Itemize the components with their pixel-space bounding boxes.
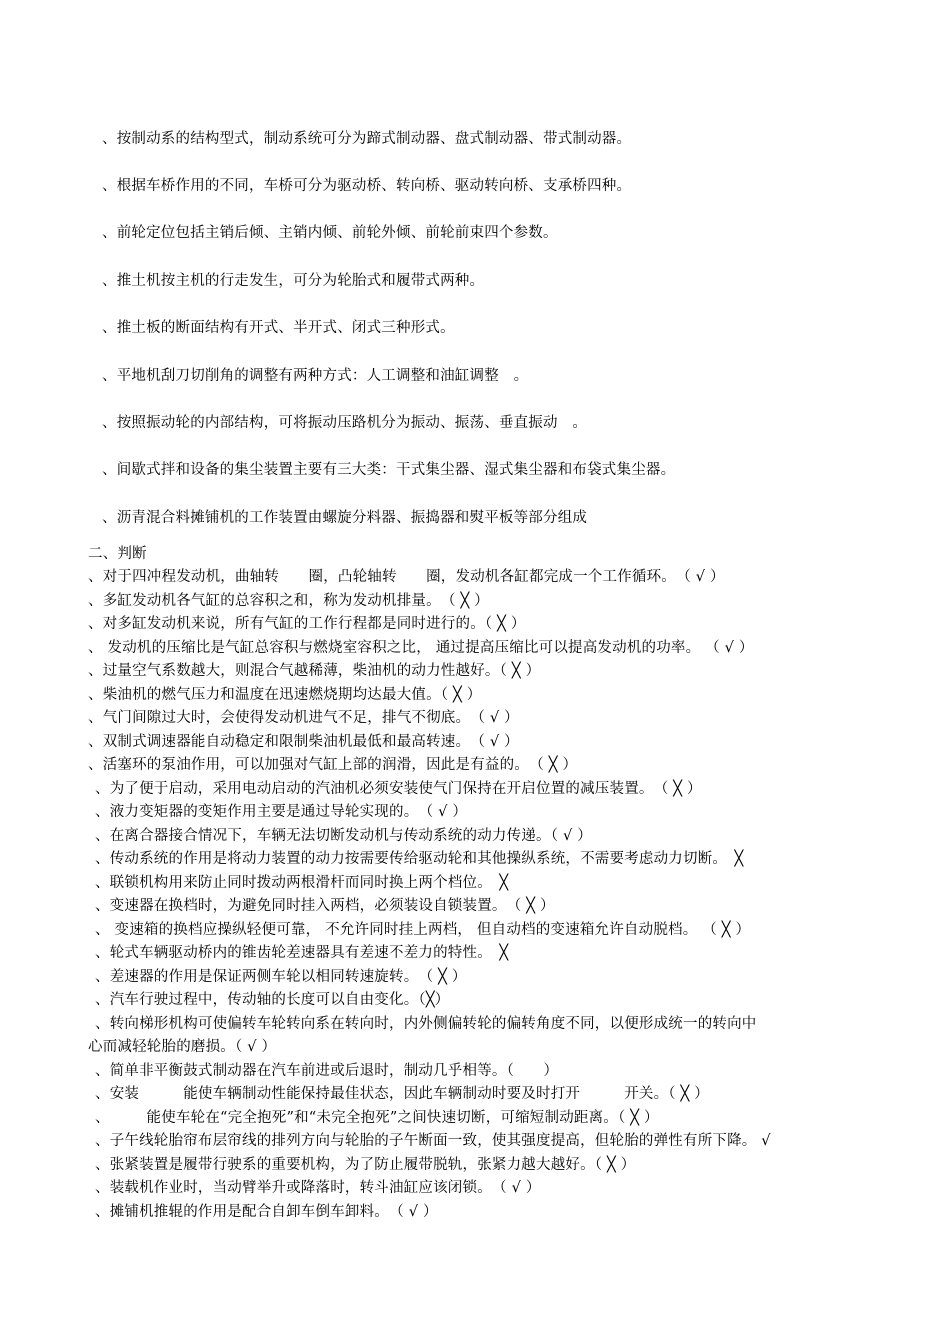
fill-line-3: 、前轮定位包括主销后倾、主销内倾、前轮外倾、前轮前束四个参数。 <box>102 225 558 241</box>
judge-line-10: 、为了便于启动，采用电动启动的汽油机必须安装使气门保持在开启位置的减压装置。 （ ╳ ） <box>95 781 702 797</box>
judge-line-2: 、多缸发动机各气缸的总容积之和，称为发动机排量。 （ ╳ ） <box>88 593 489 609</box>
fill-line-5: 、推土板的断面结构有开式、半开式、闭式三种形式。 <box>102 320 455 336</box>
judge-line-15: 、变速器在换档时，为避免同时挂入两档，必须装设自锁装置。 （ ╳ ） <box>95 898 555 914</box>
judge-line-12: 、在离合器接合情况下，车辆无法切断发动机与传动系统的动力传递。（ √ ） <box>95 828 592 844</box>
fill-line-8: 、间歇式拌和设备的集尘装置主要有三大类：干式集尘器、湿式集尘器和布袋式集尘器。 <box>102 462 676 478</box>
judge-line-13: 、传动系统的作用是将动力装置的动力按需要传给驱动轮和其他操纵系统，不需要考虑动力切断。 ╳ <box>95 851 744 867</box>
judge-line-3: 、对多缸发动机来说，所有气缸的工作行程都是同时进行的。（ ╳ ） <box>88 616 526 632</box>
judge-line-9: 、活塞环的泵油作用，可以加强对气缸上部的润滑，因此是有益的。 （ ╳ ） <box>88 757 578 773</box>
judge-line-24: 、子午线轮胎帘布层帘线的排列方向与轮胎的子午断面一致，使其强度提高，但轮胎的弹性有所下降。 √ <box>95 1133 771 1149</box>
judge-line-22: 、安装 能使车辆制动性能保持最佳状态，因此车辆制动时要及时打开 开关。（ ╳ ） <box>95 1086 709 1102</box>
fill-line-4: 、推土机按主机的行走发生，可分为轮胎式和履带式两种。 <box>102 273 485 289</box>
judge-line-19: 、汽车行驶过程中，传动轴的长度可以自由变化。（╳） <box>95 992 450 1008</box>
judge-line-20: 、转向梯形机构可使偏转车轮转向系在转向时，内外侧偏转轮的偏转角度不同，以便形成统一的转向中 <box>95 1016 757 1032</box>
judge-line-26: 、装载机作业时，当动臂举升或降落时，转斗油缸应该闭锁。 （ √ ） <box>95 1180 541 1196</box>
judge-line-25: 、张紧装置是履带行驶系的重要机构，为了防止履带脱轨，张紧力越大越好。（ ╳ ） <box>95 1157 636 1173</box>
judge-line-20-cont: 心而减轻轮胎的磨损。（ √ ） <box>88 1039 277 1055</box>
judge-line-8: 、双制式调速器能自动稳定和限制柴油机最低和最高转速。 （ √ ） <box>88 734 519 750</box>
judge-line-11: 、液力变矩器的变矩作用主要是通过导轮实现的。 （ √ ） <box>95 804 468 820</box>
judge-line-17: 、轮式车辆驱动桥内的锥齿轮差速器具有差速不差力的特性。 ╳ <box>95 945 509 961</box>
judge-line-7: 、气门间隙过大时，会使得发动机进气不足，排气不彻底。 （ √ ） <box>88 710 519 726</box>
judge-line-18: 、差速器的作用是保证两侧车轮以相同转速旋转。 （ ╳ ） <box>95 969 467 985</box>
fill-line-2: 、根据车桥作用的不同，车桥可分为驱动桥、转向桥、驱动转向桥、支承桥四种。 <box>102 178 632 194</box>
fill-line-1: 、按制动系的结构型式，制动系统可分为蹄式制动器、盘式制动器、带式制动器。 <box>102 131 632 147</box>
section-title: 二、判断 <box>88 546 147 562</box>
judge-line-1: 、对于四冲程发动机，曲轴转 圈，凸轮轴转 圈，发动机各缸都完成一个工作循环。 （ √ ） <box>88 569 725 585</box>
fill-line-7: 、按照振动轮的内部结构，可将振动压路机分为振动、振荡、垂直振动 。 <box>102 415 588 431</box>
judge-line-4: 、 发动机的压缩比是气缸总容积与燃烧室容积之比， 通过提高压缩比可以提高发动机的功率。 （ √ ） <box>88 640 754 656</box>
judge-line-16: 、 变速箱的换档应操纵轻便可靠， 不允许同时挂上两档， 但自动档的变速箱允许自动脱档。 （ ╳ ） <box>95 922 751 938</box>
fill-line-9: 、沥青混合料摊铺机的工作装置由螺旋分料器、振捣器和熨平板等部分组成 <box>102 510 588 526</box>
judge-line-23: 、 能使车轮在“完全抱死”和“未完全抱死”之间快速切断，可缩短制动距离。（ ╳ ） <box>95 1110 659 1126</box>
judge-line-5: 、过量空气系数越大，则混合气越稀薄，柴油机的动力性越好。（ ╳ ） <box>88 663 541 679</box>
judge-line-27: 、摊铺机推辊的作用是配合自卸车倒车卸料。 （ √ ） <box>95 1204 438 1220</box>
judge-line-21: 、简单非平衡鼓式制动器在汽车前进或后退时，制动几乎相等。（ ） <box>95 1063 559 1079</box>
judge-line-14: 、联锁机构用来防止同时拨动两根滑杆而同时换上两个档位。 ╳ <box>95 875 509 891</box>
fill-line-6: 、平地机刮刀切削角的调整有两种方式：人工调整和油缸调整 。 <box>102 368 529 384</box>
judge-line-6: 、柴油机的燃气压力和温度在迅速燃烧期均达最大值。（ ╳ ） <box>88 687 482 703</box>
